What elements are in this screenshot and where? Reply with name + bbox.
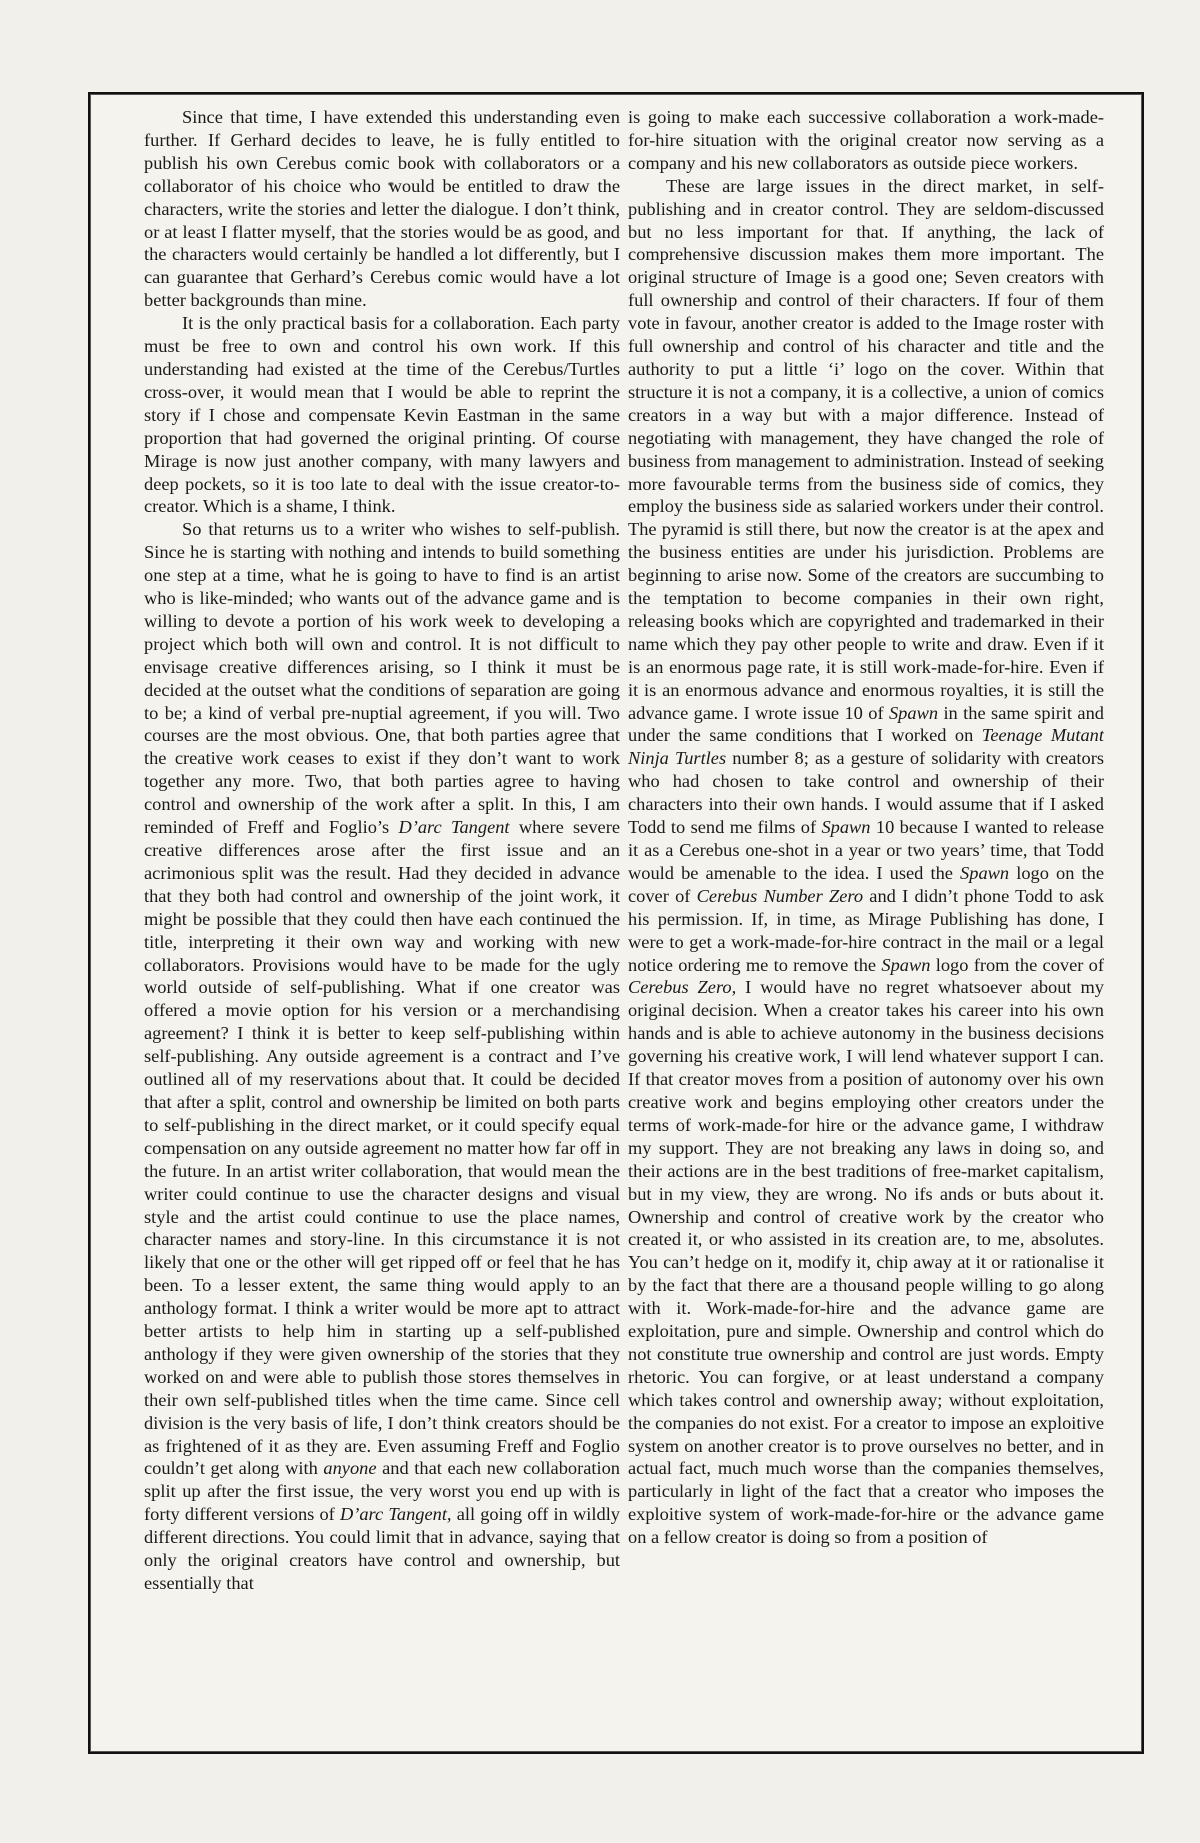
- paragraph: So that returns us to a writer who wishes to self-publish. Since he is starting with nothing and intends to build something one step at a time, what he is going to have to find is an artist who is like-minded; who wants out of the advance game and is willing to devote a portion of his work week to developing a project which both will own and control. It is not difficult to envisage creative differences arising, so I think it must be decided at the outset what the conditions of separation are going to be; a kind of verbal pre-nuptial agreement, if you will. Two courses are the most obvious. One, that both parties agree that the creative work ceases to exist if they don’t want to work together any more. Two, that both parties agree to having control and ownership of the work after a split. In this, I am reminded of Freff and Foglio’s D’arc Tangent where severe creative differences arose after the first issue and an acrimonious split was the result. Had they decided in advance that they both had control and ownership of the joint work, it might be possible that they could then have each continued the title, interpreting it their own way and working with new collaborators. Provisions would have to be made for the ugly world outside of self-publishing. What if one creator was offered a movie option for his version or a merchandising agreement? I think it is better to keep self-publishing within self-publishing. Any outside agreement is a contract and I’ve outlined all of my reservations about that. It could be decided that after a split, control and ownership be limited on both parts to self-publishing in the direct market, or it could specify equal compensation on any outside agreement no matter how far off in the future. In an artist writer collaboration, that would mean the writer could continue to use the character designs and visual style and the artist could continue to use the place names, character names and story-line. In this circumstance it is not likely that one or the other will get ripped off or feel that he has been. To a lesser extent, the same thing would apply to an anthology format. I think a writer would be more apt to attract better artists to help him in starting up a self-published anthology if they were given ownership of the stories that they worked on and were able to publish those stores themselves in their own self-published titles when the time came. Since cell division is the very basis of life, I don’t think creators should be as frightened of it as they are. Even assuming Freff and Foglio couldn’t get along with anyone and that each new collaboration split up after the first issue, the very worst you end up with is forty different versions of D’arc Tangent, all going off in wildly different directions. You could limit that in advance, saying that only the original creators have control and ownership, but essentially that: [144, 519, 620, 1593]
- paragraph: These are large issues in the direct market, in self-publishing and in creator control. They are seldom-discussed but no less important for that. If anything, the lack of comprehensive discussion makes them more important. The original structure of Image is a good one; Seven creators with full ownership and control of their characters. If four of them vote in favour, another creator is added to the Image roster with full ownership and control of his character and title and the authority to put a little ‘i’ logo on the cover. Within that structure it is not a company, it is a collective, a union of comics creators in a way but with a major difference. Instead of negotiating with management, they have changed the role of business from management to administration. Instead of seeking more favourable terms from the business side of comics, they employ the business side as salaried workers under their control. The pyramid is still there, but now the creator is at the apex and the business entities are under his jurisdiction. Problems are beginning to arise now. Some of the creators are succumbing to the temptation to become companies in their own right, releasing books which are copyrighted and trademarked in their name which they pay other people to write and draw. Even if it is an enormous page rate, it is still work-made-for-hire. Even if it is an enormous advance and enormous royalties, it is still the advance game. I wrote issue 10 of Spawn in the same spirit and under the same conditions that I worked on Teenage Mutant Ninja Turtles number 8; as a gesture of solidarity with creators who had chosen to take control and ownership of their characters into their own hands. I would assume that if I asked Todd to send me films of Spawn 10 because I wanted to release it as a Cerebus one-shot in a year or two years’ time, that Todd would be amenable to the idea. I used the Spawn logo on the cover of Cerebus Number Zero and I didn’t phone Todd to ask his permission. If, in time, as Mirage Publishing has done, I were to get a work-made-for-hire contract in the mail or a legal notice ordering me to remove the Spawn logo from the cover of Cerebus Zero, I would have no regret whatsoever about my original decision. When a creator takes his career into his own hands and is able to achieve autonomy in the business decisions governing his creative work, I will lend whatever support I can. If that creator moves from a position of autonomy over his own creative work and begins employing other creators under the terms of work-made-for hire or the advance game, I withdraw my support. They are not breaking any laws in doing so, and their actions are in the best traditions of free-market capitalism, but in my view, they are wrong. No ifs ands or buts about it. Ownership and control of creative work by the creator who created it, or who assisted in its creation are, to me, absolutes. You can’t hedge on it, modify it, chip away at it or rationalise it by the fact that there are a thousand people willing to go along with it. Work-made-for-hire and the advance game are exploitation, pure and simple. Ownership and control which do not constitute true ownership and control are just words. Empty rhetoric. You can forgive, or at least understand a company which takes control and ownership away; without exploitation, the companies do not exist. For a creator to impose an exploitive system on another creator is to prove ourselves no better, and in actual fact, much much worse than the companies themselves, particularly in light of the fact that a creator who imposes the exploitive system of work-made-for-hire or the advance game on a fellow creator is doing so from a position of: [628, 175, 1104, 1548]
- paragraph: It is the only practical basis for a collaboration. Each party must be free to own and control his own work. If this understanding had existed at the time of the Cerebus/Turtles cross-over, it would mean that I would be able to reprint the story if I chose and compensate Kevin Eastman in the same proportion that had governed the original printing. Of course Mirage is now just another company, with many lawyers and deep pockets, so it is too late to deal with the issue creator-to-creator. Which is a shame, I think.: [144, 313, 620, 517]
- italic-title: Teenage Mutant Ninja Turtles: [628, 725, 1104, 769]
- left-column: [144, 106, 620, 1736]
- italic-title: Cerebus Number Zero: [696, 885, 864, 906]
- italic-title: Spawn: [881, 954, 931, 975]
- italic-title: Spawn: [821, 817, 871, 838]
- right-column: [628, 106, 1104, 1736]
- text-frame: [88, 92, 1144, 1754]
- paragraph: is going to make each successive collaboration a work-made-for-hire situation with the original creator now serving as a company and his new collaborators as outside piece workers.: [628, 107, 1104, 173]
- italic-title: Spawn: [960, 862, 1010, 883]
- italic-title: D’arc Tangent,: [339, 1504, 452, 1525]
- paragraph: Since that time, I have extended this understanding even further. If Gerhard decides to leave, he is fully entitled to publish his own Cerebus comic book with collaborators or a collaborator of his choice who would be entitled to draw the characters, write the stories and letter the dialogue. I don’t think, or at least I flatter myself, that the stories would be as good, and the characters would certainly be handled a lot differently, but I can guarantee that Gerhard’s Cerebus comic would have a lot better backgrounds than mine.: [144, 107, 620, 311]
- italic-title: D’arc Tangent: [398, 817, 510, 838]
- italic-title: Cerebus Zero,: [628, 977, 737, 998]
- italic-title: Spawn: [888, 702, 939, 723]
- italic-emphasis: anyone: [323, 1458, 377, 1479]
